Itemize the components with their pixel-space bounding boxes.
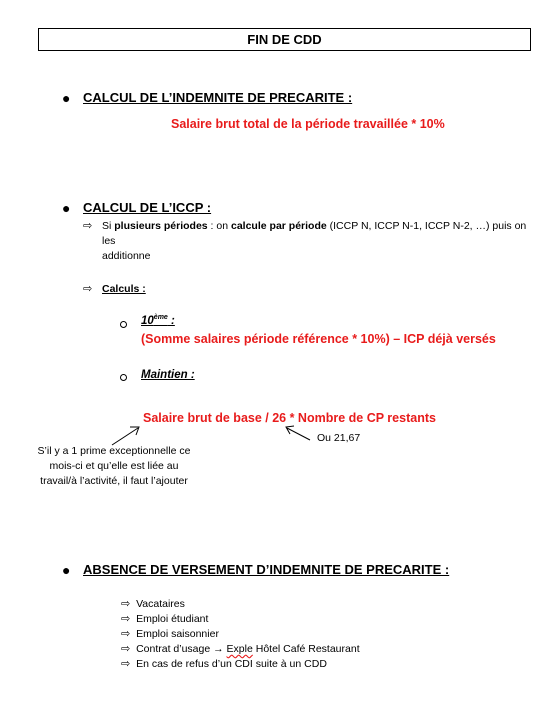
calculs-label: Calculs :: [102, 283, 146, 295]
dixieme-label: 10ème :: [141, 314, 175, 327]
bullet-icon: ●: [62, 200, 71, 216]
list-item: ⇨ Contrat d’usage → Exple Hôtel Café Restaurant: [121, 643, 360, 655]
arrow-right-icon: ⇨: [121, 598, 131, 610]
section-heading-precarite: CALCUL DE L’INDEMNITE DE PRECARITE :: [83, 90, 353, 105]
exple-word: Exple: [226, 643, 253, 655]
formula-precarite: Salaire brut total de la période travaillée * 10%: [171, 117, 445, 131]
iccp-note: Si plusieurs périodes : on calcule par période (ICCP N, ICCP N-1, ICCP N-2, …) puis on les additionne: [102, 220, 527, 262]
section-heading-absence: ABSENCE DE VERSEMENT D’INDEMNITE DE PRECARITE :: [83, 562, 450, 577]
absence-list: [121, 597, 360, 672]
list-item: ⇨ Emploi saisonnier: [121, 628, 219, 640]
bullet-icon: ●: [62, 562, 71, 578]
document-title: [38, 28, 531, 51]
arrow-right-icon: ⇨: [121, 658, 131, 670]
formula-maintien: Salaire brut de base / 26 * Nombre de CP restants: [143, 411, 436, 425]
list-item: ⇨ En cas de refus d’un CDI suite à un CDD: [121, 658, 327, 670]
prime-side-note: S’il y a 1 prime exceptionnelle ce mois-ci et qu’elle est liée au travail/à l’activité, il faut l’ajouter: [37, 445, 191, 487]
arrow-right-icon: ⇨: [83, 283, 93, 295]
list-item: ⇨ Emploi étudiant: [121, 613, 209, 625]
alt-divisor: Ou 21,67: [317, 432, 361, 444]
list-item: ⇨ Vacataires: [121, 598, 185, 610]
document-title-text: FIN DE CDD: [247, 32, 322, 47]
arrow-right-icon: ⇨: [121, 613, 131, 625]
formula-dixieme: (Somme salaires période référence * 10%) – ICP déjà versés: [141, 332, 496, 346]
arrow-right-icon: ⇨: [121, 628, 131, 640]
circle-bullet-icon: [120, 321, 127, 328]
circle-bullet-icon: [120, 374, 127, 381]
arrow-up-left-icon: [282, 424, 314, 444]
arrow-right-icon: ⇨: [83, 220, 93, 232]
arrow-right-icon: ⇨: [121, 643, 131, 655]
bullet-icon: ●: [62, 90, 71, 106]
arrow-icon: →: [213, 643, 224, 655]
maintien-label: Maintien :: [141, 369, 195, 381]
section-heading-iccp: CALCUL DE L’ICCP :: [83, 200, 212, 215]
